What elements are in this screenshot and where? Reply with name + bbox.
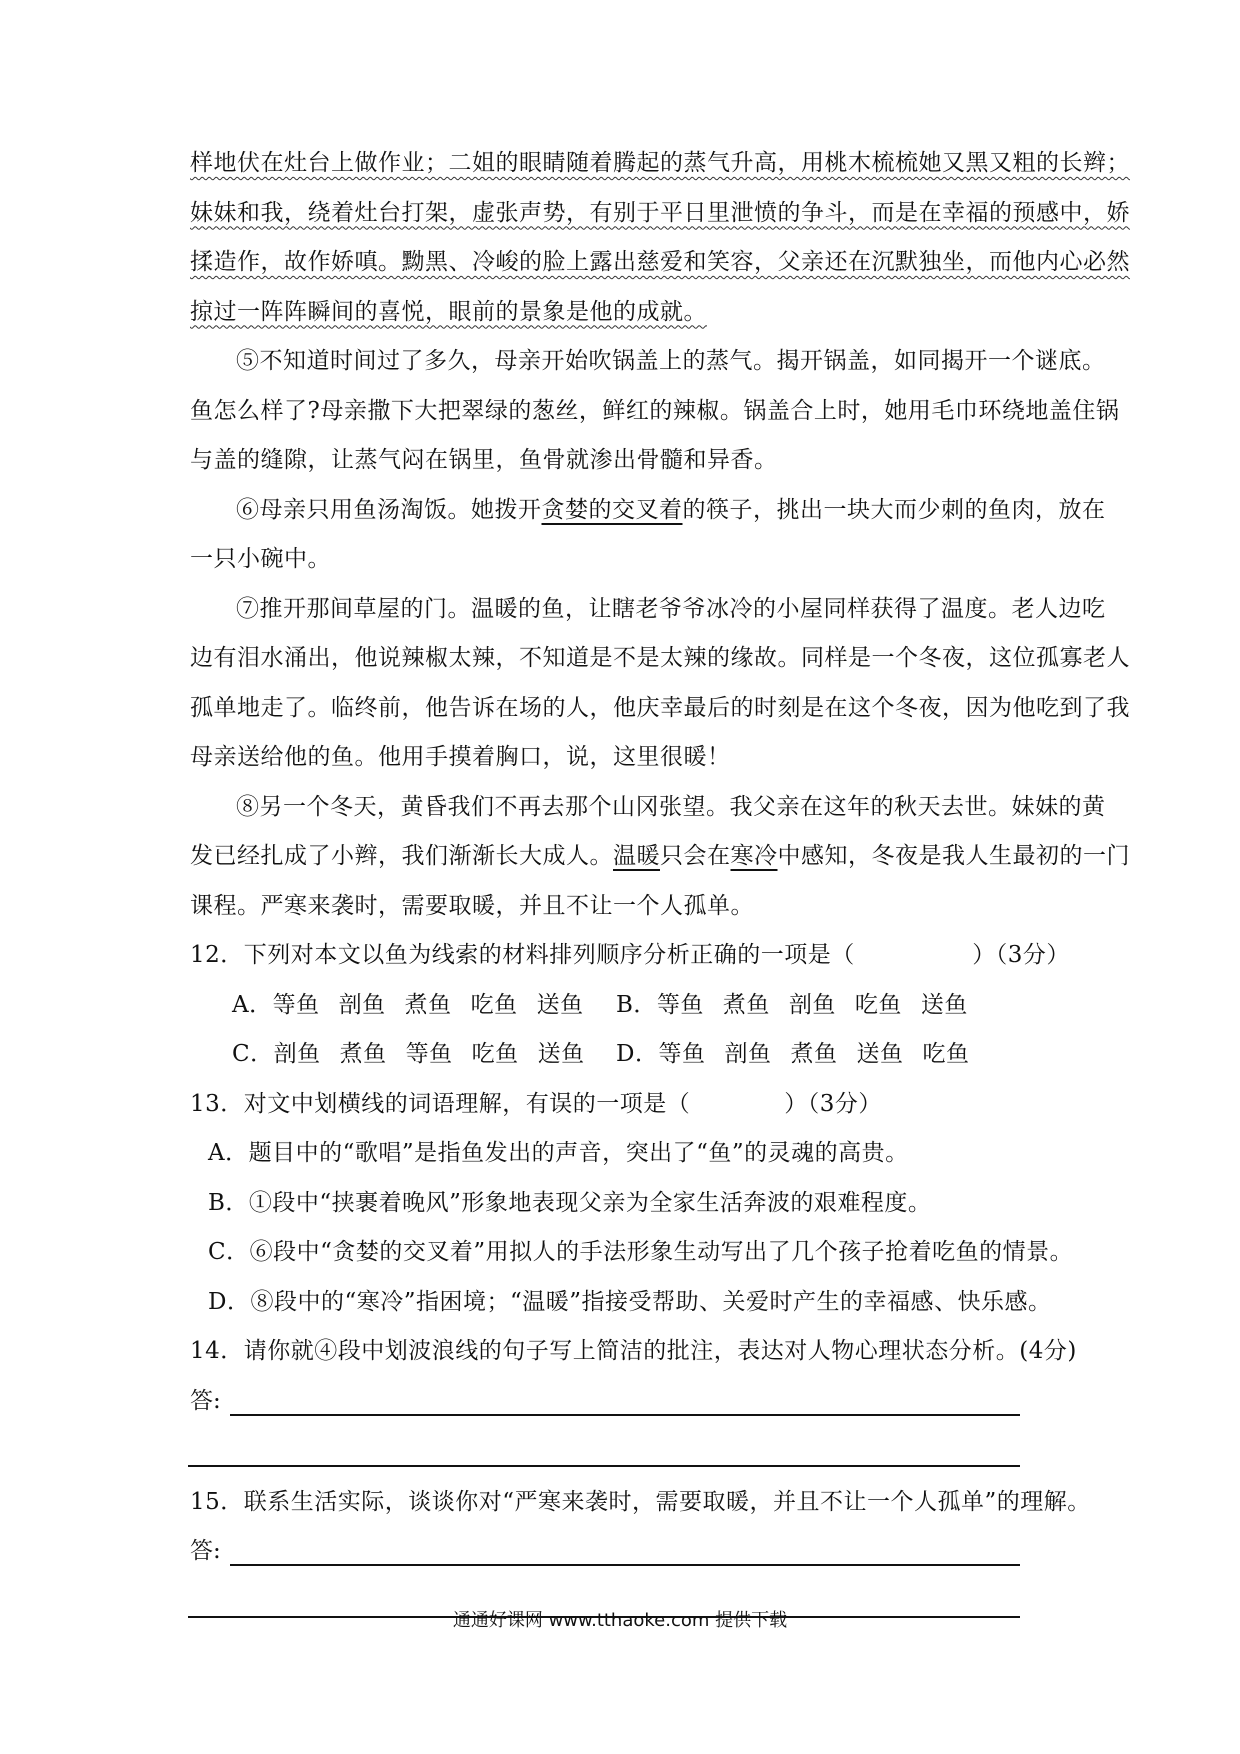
answer-label: 答:	[190, 1538, 221, 1564]
answer-line[interactable]	[230, 1538, 1020, 1566]
answer-line[interactable]	[188, 1435, 1020, 1467]
option-d: D．⑧段中的“寒冷”指困境；“温暖”指接受帮助、关爱时产生的幸福感、快乐感。	[208, 1288, 1052, 1315]
question-12-options-row	[190, 990, 1065, 1020]
option-b: B．等鱼 煮鱼 剖鱼 吃鱼 送鱼	[616, 991, 968, 1018]
wavy-sentence: 妹妹和我，绕着灶台打架，虚张声势，有别于平日里泄愤的争斗，而是在幸福的预感中，娇	[190, 199, 1130, 226]
wavy-sentence: 掠过一阵阵瞬间的喜悦，眼前的景象是他的成就。	[190, 298, 707, 325]
question-12-options-row	[190, 1039, 1065, 1069]
page-footer: 通通好课网 www.tthaoke.com 提供下载	[452, 1610, 788, 1631]
page-content	[190, 148, 1130, 1637]
passage-line: ⑦推开那间草屋的门。温暖的鱼，让瞎老爷爷冰冷的小屋同样获得了温度。老人边吃	[236, 595, 1106, 622]
answer-row	[190, 1536, 1065, 1566]
option-d: D．等鱼 剖鱼 煮鱼 送鱼 吃鱼	[616, 1041, 970, 1067]
question-14-stem: 14．请你就④段中划波浪线的句子写上简洁的批注，表达对人物心理状态分析。(4分)	[190, 1338, 1077, 1364]
passage-line: 一只小碗中。	[190, 546, 331, 572]
passage-line: ⑧另一个冬天，黄昏我们不再去那个山冈张望。我父亲在这年的秋天去世。妹妹的黄	[236, 793, 1106, 820]
option-b: B．①段中“挟裹着晚风”形象地表现父亲为全家生活奔波的艰难程度。	[208, 1189, 932, 1216]
passage-line: 孤单地走了。临终前，他告诉在场的人，他庆幸最后的时刻是在这个冬夜，因为他吃到了我	[190, 694, 1130, 721]
passage-line	[190, 297, 1065, 327]
passage-line	[190, 198, 1130, 228]
underlined-phrase: 贪婪的交叉着	[541, 496, 683, 523]
passage-line: ⑤不知道时间过了多久，母亲开始吹锅盖上的蒸气。揭开锅盖，如同揭开一个谜底。	[236, 348, 1106, 374]
passage-line: 母亲送给他的鱼。他用手摸着胸口，说，这里很暖！	[190, 744, 731, 770]
option-a: A．题目中的“歌唱”是指鱼发出的声音，突出了“鱼”的灵魂的高贵。	[208, 1140, 909, 1166]
passage-line: ⑥母亲只用鱼汤淘饭。她拨开贪婪的交叉着的筷子，挑出一块大而少刺的鱼肉，放在	[236, 496, 1106, 523]
passage-line	[190, 148, 1130, 178]
passage-line: 课程。严寒来袭时，需要取暖，并且不让一个人孤单。	[190, 892, 754, 919]
passage-line: 发已经扎成了小辫，我们渐渐长大成人。温暖只会在寒冷中感知，冬夜是我人生最初的一门	[190, 843, 1130, 869]
wavy-sentence: 揉造作，故作娇嗔。黝黑、冷峻的脸上露出慈爱和笑容，父亲还在沉默独坐，而他内心必然	[190, 249, 1130, 275]
underlined-phrase: 温暖	[613, 843, 660, 869]
option-a: A．等鱼 剖鱼 煮鱼 吃鱼 送鱼	[232, 991, 584, 1018]
passage-line: 边有泪水涌出，他说辣椒太辣，不知道是不是太辣的缘故。同样是一个冬夜，这位孤寡老人	[190, 645, 1130, 671]
passage-line: 与盖的缝隙，让蒸气闷在锅里，鱼骨就渗出骨髓和异香。	[190, 447, 778, 473]
option-c: C．剖鱼 煮鱼 等鱼 吃鱼 送鱼	[232, 1041, 585, 1067]
answer-line[interactable]	[230, 1388, 1020, 1416]
passage-line: 鱼怎么样了?母亲撒下大把翠绿的葱丝，鲜红的辣椒。锅盖合上时，她用毛巾环绕地盖住锅	[190, 397, 1120, 424]
question-12-stem: 12．下列对本文以鱼为线索的材料排列顺序分析正确的一项是（ ）（3分）	[190, 942, 1070, 968]
answer-row	[190, 1386, 1065, 1416]
answer-label: 答:	[190, 1387, 221, 1414]
passage-line	[190, 247, 1130, 277]
question-13-stem: 13．对文中划横线的词语理解，有误的一项是（ ）（3分）	[190, 1090, 882, 1117]
question-15-stem: 15．联系生活实际，谈谈你对“严寒来袭时，需要取暖，并且不让一个人孤单”的理解。	[190, 1488, 1091, 1515]
option-c: C．⑥段中“贪婪的交叉着”用拟人的手法形象生动写出了几个孩子抢着吃鱼的情景。	[208, 1239, 1074, 1265]
underlined-phrase: 寒冷	[730, 843, 778, 869]
wavy-sentence: 样地伏在灶台上做作业；二姐的眼睛随着腾起的蒸气升高，用桃木梳梳她又黑又粗的长辫；	[190, 150, 1130, 176]
